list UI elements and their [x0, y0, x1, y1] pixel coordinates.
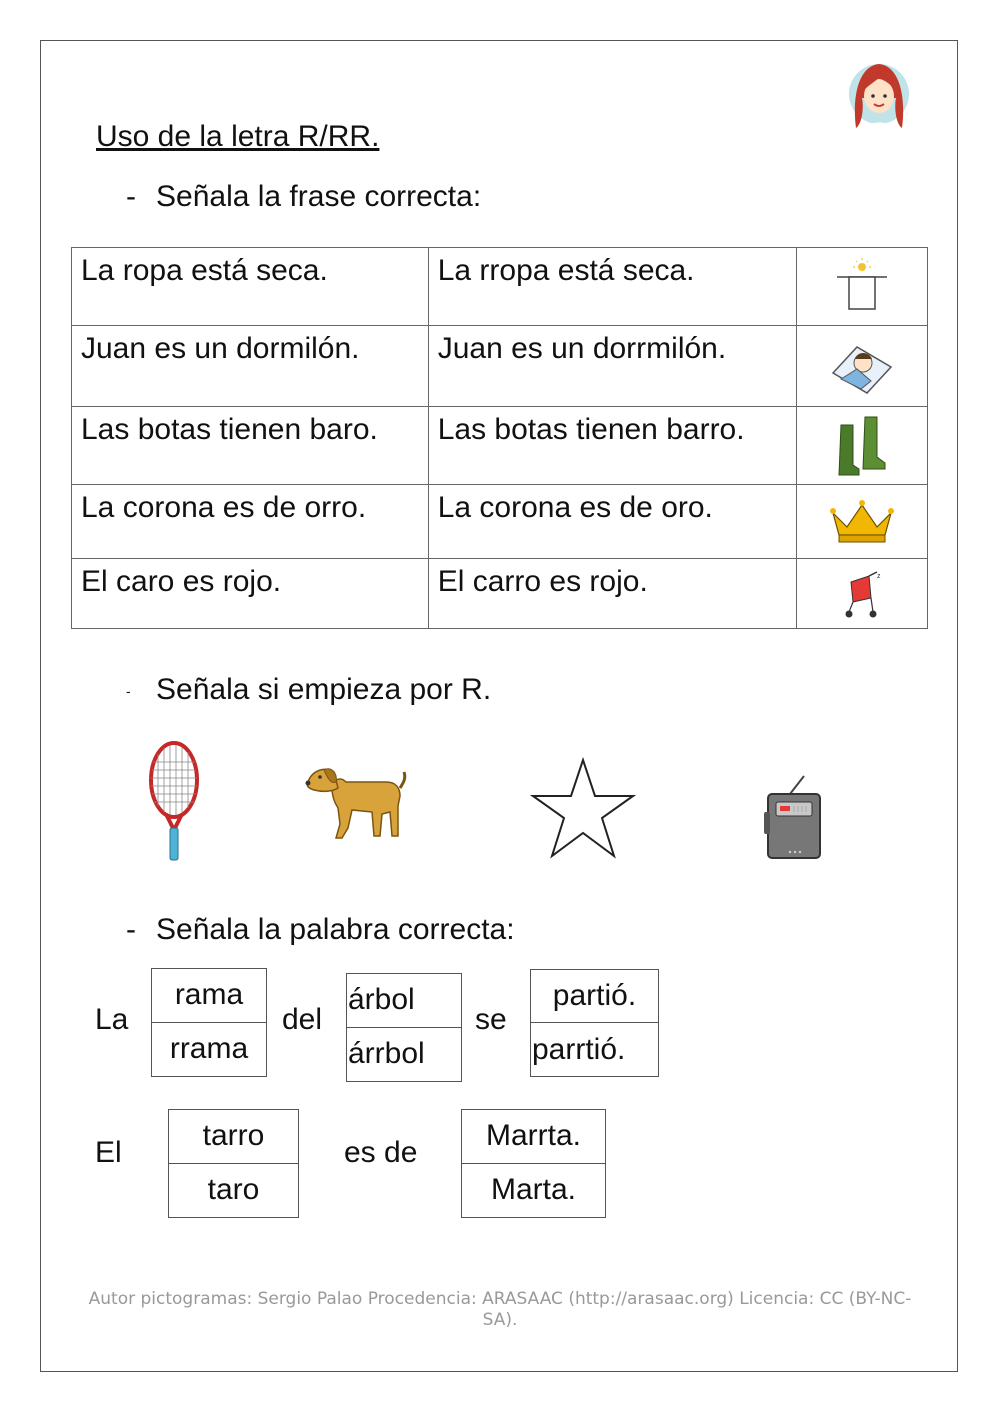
word-se: se — [475, 1003, 507, 1036]
instruction-text: Señala la frase correcta: — [156, 180, 482, 213]
table-row — [72, 485, 928, 559]
sentence-option[interactable]: La rropa está seca. — [428, 248, 797, 326]
star-icon[interactable] — [530, 756, 636, 860]
sentence-option[interactable]: La corona es de orro. — [72, 485, 429, 559]
instruction-starts-with-r — [126, 673, 491, 707]
boots-icon — [797, 407, 928, 485]
table-row — [72, 407, 928, 485]
sentence-option[interactable]: Las botas tienen baro. — [72, 407, 429, 485]
instruction-words — [126, 913, 515, 947]
word-choice-box — [461, 1109, 606, 1218]
word-option[interactable]: partió. — [531, 970, 658, 1023]
word-option[interactable]: rama — [152, 969, 266, 1023]
sentence-option[interactable]: La ropa está seca. — [72, 248, 429, 326]
racket-icon[interactable] — [146, 740, 202, 864]
sentence-table — [71, 247, 928, 629]
word-option[interactable]: Marrta. — [462, 1110, 605, 1164]
clothes-line-icon — [797, 248, 928, 326]
word-option[interactable]: rrama — [169, 1032, 249, 1066]
sentence-option[interactable]: Juan es un dorrmilón. — [428, 326, 797, 407]
word-choice-box — [346, 973, 462, 1082]
word-choice-box — [151, 968, 267, 1077]
word-option[interactable]: taro — [207, 1173, 260, 1207]
word-option[interactable]: árrbol — [348, 1037, 425, 1071]
page-title: Uso de la letra R/RR. — [96, 120, 380, 153]
word-del: del — [282, 1003, 323, 1036]
bullet-dash: - — [126, 180, 136, 213]
instruction-text: Señala la palabra correcta: — [156, 913, 515, 946]
dog-icon[interactable] — [302, 758, 408, 842]
table-row — [72, 326, 928, 407]
word-choice-box — [168, 1109, 299, 1218]
bullet-dash: - — [126, 683, 131, 700]
word-la: La — [95, 1003, 129, 1036]
word-el: El — [95, 1136, 122, 1169]
instruction-sentences — [126, 180, 481, 214]
sentence-option[interactable]: La corona es de oro. — [428, 485, 797, 559]
sentence-option[interactable]: El caro es rojo. — [72, 559, 429, 629]
sentence-option[interactable]: Las botas tienen barro. — [428, 407, 797, 485]
instruction-text: Señala si empieza por R. — [156, 673, 492, 706]
sentence-option[interactable]: El carro es rojo. — [428, 559, 797, 629]
table-row — [72, 559, 928, 629]
sleeping-child-icon — [797, 326, 928, 407]
teacher-avatar-icon — [846, 58, 912, 136]
sentence-option[interactable]: Juan es un dormilón. — [72, 326, 429, 407]
credits-footer: Autor pictogramas: Sergio Palao Procedencia: ARASAAC (http://arasaac.org) Licencia: CC (BY-NC-SA). — [88, 1289, 912, 1330]
bullet-dash: - — [126, 913, 136, 946]
radio-icon[interactable] — [762, 772, 824, 862]
svg-text:z: z — [877, 572, 881, 580]
word-es-de: es de — [344, 1136, 418, 1169]
table-row — [72, 248, 928, 326]
stroller-icon — [797, 559, 928, 629]
word-option[interactable]: Marta. — [490, 1173, 577, 1207]
word-option[interactable]: tarro — [169, 1110, 298, 1164]
word-choice-box — [530, 969, 659, 1077]
word-option[interactable]: parrtió. — [532, 1032, 626, 1066]
word-option[interactable]: árbol — [347, 974, 461, 1028]
crown-icon — [797, 485, 928, 559]
